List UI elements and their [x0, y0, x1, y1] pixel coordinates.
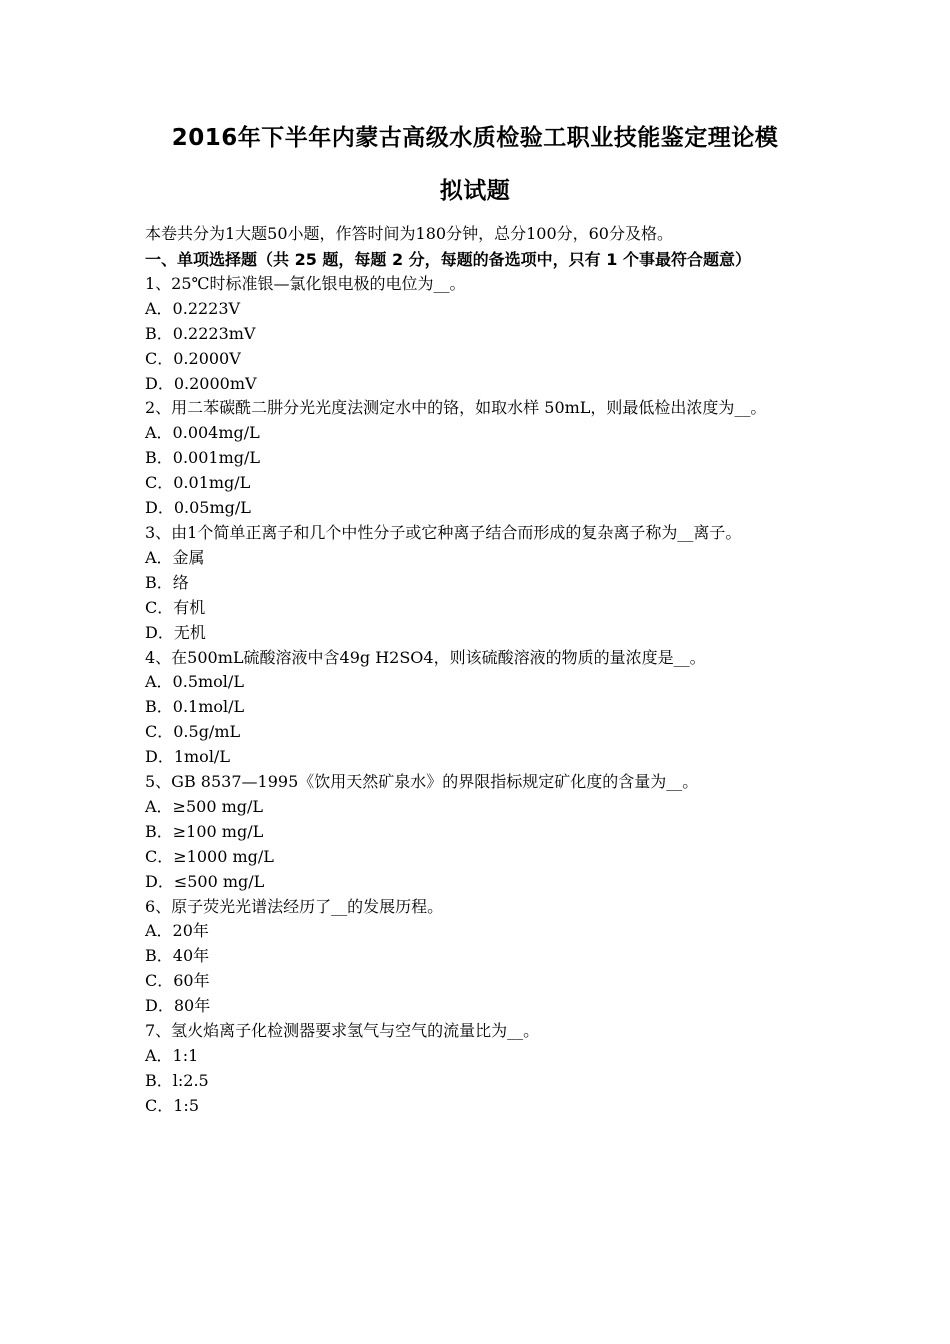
question-stem: 5、GB 8537—1995《饮用天然矿泉水》的界限指标规定矿化度的含量为__。 — [145, 772, 699, 792]
answer-option: B．0.1mol/L — [145, 697, 245, 717]
answer-option: C．60年 — [145, 971, 210, 991]
answer-option: B．0.2223mV — [145, 323, 256, 343]
answer-option: D．80年 — [145, 996, 211, 1016]
answer-option: C．有机 — [145, 597, 206, 617]
answer-option: D．≤500 mg/L — [145, 871, 265, 891]
question-stem: 1、25℃时标准银—氯化银电极的电位为__。 — [145, 273, 466, 293]
answer-option: A．20年 — [145, 921, 209, 941]
answer-option: A．0.004mg/L — [145, 423, 260, 443]
answer-option: A．金属 — [145, 547, 205, 567]
answer-option: A．0.2223V — [145, 298, 241, 318]
answer-option: C．≥1000 mg/L — [145, 846, 274, 866]
answer-option: C．1:5 — [145, 1095, 199, 1115]
answer-option: C．0.5g/mL — [145, 722, 241, 742]
question-stem: 3、由1个简单正离子和几个中性分子或它种离子结合而形成的复杂离子称为__离子。 — [145, 522, 742, 542]
answer-option: D．0.05mg/L — [145, 498, 251, 518]
question-stem: 6、原子荧光光谱法经历了__的发展历程。 — [145, 896, 444, 916]
answer-option: D．0.2000mV — [145, 373, 257, 393]
exam-intro: 本卷共分为1大题50小题，作答时间为180分钟，总分100分，60分及格。 — [145, 224, 673, 243]
question-stem: 4、在500mL硫酸溶液中含49g H2SO4，则该硫酸溶液的物质的量浓度是__。 — [145, 647, 706, 667]
answer-option: C．0.2000V — [145, 348, 241, 368]
answer-option: B．络 — [145, 572, 189, 592]
answer-option: A．≥500 mg/L — [145, 796, 264, 816]
answer-option: B．0.001mg/L — [145, 448, 260, 468]
answer-option: B．l:2.5 — [145, 1070, 209, 1090]
section-heading: 一、单项选择题（共 25 题，每题 2 分，每题的备选项中，只有 1 个事最符合题意） — [145, 249, 751, 269]
answer-option: B．≥100 mg/L — [145, 821, 264, 841]
question-stem: 2、用二苯碳酰二肼分光光度法测定水中的铬，如取水样 50mL，则最低检出浓度为__。 — [145, 398, 767, 418]
document-title-line-1: 2016年下半年内蒙古高级水质检验工职业技能鉴定理论模 — [171, 125, 779, 151]
answer-option: C．0.01mg/L — [145, 473, 251, 493]
document-body — [145, 222, 813, 1119]
answer-option: B．40年 — [145, 946, 210, 966]
answer-option: A．1:1 — [145, 1046, 199, 1065]
answer-option: A．0.5mol/L — [145, 672, 244, 692]
answer-option: D．无机 — [145, 622, 206, 642]
answer-option: D．1mol/L — [145, 747, 230, 767]
document-title-line-2: 拟试题 — [439, 178, 511, 204]
question-stem: 7、氢火焰离子化检测器要求氢气与空气的流量比为__。 — [145, 1021, 540, 1041]
